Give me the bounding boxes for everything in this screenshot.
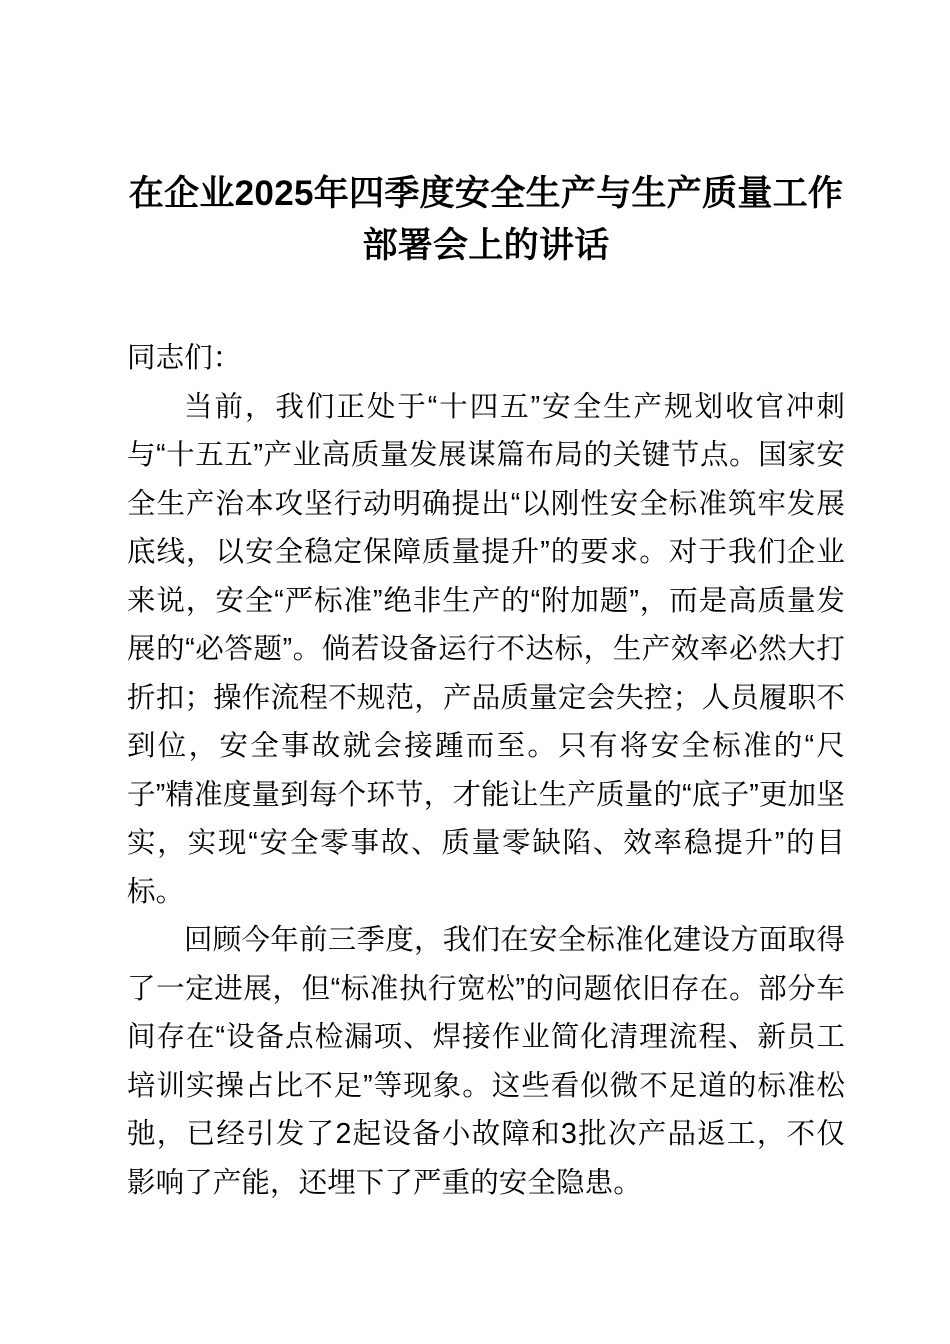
document-text-column: [127, 0, 845, 1207]
body-paragraph-2: 回顾今年前三季度，我们在安全标准化建设方面取得了一定进展，但“标准执行宽松”的问题依旧存在。部分车间存在“设备点检漏项、焊接作业简化清理流程、新员工培训实操占比不足”等现象。这些看似微不足道的标准松弛，已经引发了2起设备小故障和3批次产品返工，不仅影响了产能，还埋下了严重的安全隐患。: [127, 924, 845, 1199]
body-paragraph-1: 当前，我们正处于“十四五”安全生产规划收官冲刺与“十五五”产业高质量发展谋篇布局的关键节点。国家安全生产治本攻坚行动明确提出“以刚性安全标准筑牢发展底线，以安全稳定保障质量提升”的要求。对于我们企业来说，安全“严标准”绝非生产的“附加题”，而是高质量发展的“必答题”。倘若设备运行不达标，生产效率必然大打折扣；操作流程不规范，产品质量定会失控；人员履职不到位，安全事故就会接踵而至。只有将安全标准的“尺子”精准度量到每个环节，才能让生产质量的“底子”更加坚实，实现“安全零事故、质量零缺陷、效率稳提升”的目标。: [127, 390, 845, 908]
page-title: 在企业2025年四季度安全生产与生产质量工作部署会上的讲话: [128, 174, 844, 265]
salutation: 同志们：: [127, 342, 242, 374]
